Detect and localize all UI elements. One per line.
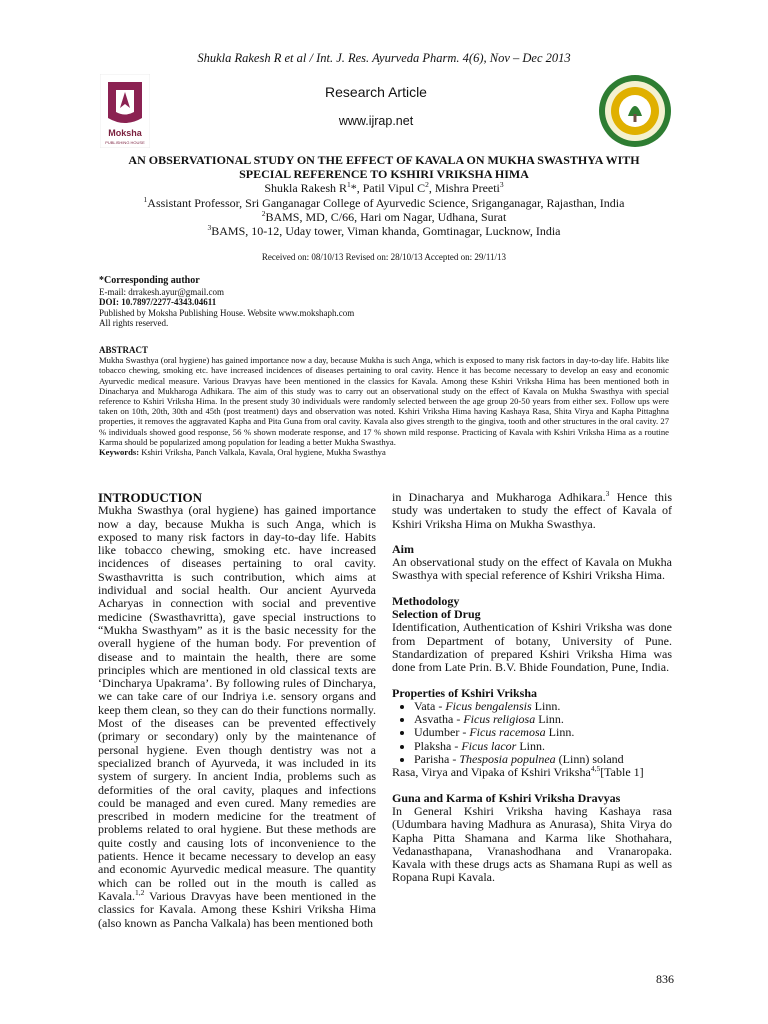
affiliation-3-text: BAMS, 10-12, Uday tower, Viman khanda, Gomtinagar, Lucknow, India (211, 224, 561, 238)
guna-text: In General Kshiri Vriksha having Kashaya rasa (Udumbara having Madhura as Anurasa), Shita Virya do Kapha Pitta Shamana and Karma like Shothahara, Vedanasthapana, Vranashodhana and Vranaropaka. Kavala with these drugs acts as Shamana Rupi as well as Ropana Rupi Kavala. (392, 803, 672, 885)
affiliation-3 (0, 224, 768, 239)
page-number: 836 (656, 972, 674, 986)
intro-cont-text: in Dinacharya and Mukharoga Adhikara. (392, 490, 606, 504)
aim-heading: Aim (392, 541, 414, 556)
author-2-affil: 2 (425, 180, 429, 189)
affiliation-1-text: Assistant Professor, Sri Ganganagar College of Ayurvedic Science, Sriganganagar, Rajasthan, India (147, 196, 625, 210)
properties-list (392, 700, 672, 766)
introduction-body: Mukha Swasthya (oral hygiene) has gained importance now a day, because Mukha is such Anga, which is exposed to many risk factors in day-to-day life. Habits like tobacco chewing, smoking etc. have increased incidences of diseases pertaining to oral cavity. Swasthavritta is such contribution, which aims at individual and social health. Our ancient Ayurveda Acharyas in connection with social and preventive medicine (Swasthavritta), gave special instructions to “Mukha Swasthyam” as it is the basic necessity for the overall hygiene of the human body. For prevention of disease and to maintain the health, there are some principles which are mentioned in old classical texts are ‘Dincharya Upakrama’. By following rules of Dincharya, we can take care of our Indriya i.e. sensory organs and keep them clean, so they can do their functions normally. Most of the diseases can be prevented effectively (primary or secondary) only by the maintenance of personal hygiene. Even though dentistry was not a specialized branch of Ayurveda, it was included in its system of surgery. In ancient India, problems such as deformities of the oral cavity, plaques and infections could be managed and even cured. Many remedies are prescribed in modern medicine for the treatment of problems related to oral hygiene. But these methods are quite costly and causing lots of inconvenience to the patients. Hence it became necessary to develop an easy and economic Ayurvedic medical measure. The quantity which can be rolled out in the mouth is called as Kavala. (98, 503, 376, 903)
list-item: • Udumber - Ficus racemosa Linn. (414, 726, 672, 739)
publisher-note: Published by Moksha Publishing House. Website www.mokshaph.com (99, 307, 355, 318)
journal-citation: Shukla Rakesh R et al / Int. J. Res. Ayurveda Pharm. 4(6), Nov – Dec 2013 (197, 51, 571, 65)
affiliation-2-mark: 2 (261, 209, 266, 218)
list-item: • Plaksha - Ficus lacor Linn. (414, 740, 672, 753)
intro-cont-ref: 3 (605, 489, 610, 498)
publisher-logo-sub: PUBLISHING HOUSE (105, 140, 145, 145)
corresponding-author-block (99, 276, 399, 329)
affiliation-2 (0, 210, 768, 225)
keywords-text: Kshiri Vriksha, Panch Valkala, Kavala, Oral hygiene, Mukha Swasthya (139, 447, 386, 458)
author-separator: , (428, 181, 435, 195)
corresponding-author-label: *Corresponding author (99, 275, 200, 286)
affiliation-1-mark: 1 (143, 195, 148, 204)
affiliation-2-text: BAMS, MD, C/66, Hari om Nagar, Udhana, Surat (265, 210, 507, 224)
abstract-section (99, 345, 669, 457)
right-column (392, 491, 672, 885)
table-reference-link[interactable]: [Table 1] (600, 765, 644, 780)
keywords-label: Keywords: (99, 447, 140, 458)
rasa-text: Rasa, Virya and Vipaka of Kshiri Vriksha$^{4,5}$[Table 1] (392, 764, 644, 780)
abstract-text: Mukha Swasthya (oral hygiene) has gained importance now a day, because Mukha is such Anga, which is exposed to many risk factors in day-to-day life. Habits like tobacco chewing, smoking etc. have increased incidences of diseases pertaining to oral cavity. Hence it has become necessary to develop an easy and economic Ayurvedic medical measure. Various Dravyas have been mentioned in the classics for Kavala. Among these Kshiri Vriksha Hima has been mentioned both in Dinacharya and Mukharoga Adhikara. The aim of this study was to carry out an observational study on the effect of Kavala on Mukha Swasthya with special reference to Kshiri Vriksha Hima. In the present study 30 individuals were randomly selected between the age group 20-50 years from either sex. Follow ups were taken on 10th, 20th, 30th and 45th (post treatment) days and observation was noted. Kshiri Vriksha Hima having Kashaya Rasa, Shita Virya and Kapha Pittaghna properties, it removes the aggravated Kapha and Pita Guna from oral cavity. Kavala also gives strength to the gingiva, tooth and other structures in the oral cavity. 27 % individuals showed good response, 56 % shown moderate response, and 17 % shown mild response. Practicing of Kavala with Kshiri Vriksha Hima as a routine Karma should be popularized among population for leading a better Mukha Swasthya. (99, 355, 669, 447)
guna-heading: Guna and Karma of Kshiri Vriksha Dravyas (392, 790, 621, 805)
paper-title (100, 153, 668, 181)
selection-text: Identification, Authentication of Kshiri Vriksha was done from Department of botany, University of Pune. Standardization of prepared Kshiri Vriksha Hima was done from Late Prin. B.V. Bhide Foundation, Pune, India. (392, 620, 672, 675)
aim-text: An observational study on the effect of Kavala on Mukha Swasthya with special reference of Kshiri Vriksha Hima. (392, 555, 672, 583)
list-item: • Parisha - Thesposia populnea (Linn) soland (414, 753, 672, 766)
rights-note: All rights reserved. (99, 318, 169, 328)
journal-seal-logo (598, 74, 672, 148)
introduction-continued (392, 491, 672, 531)
affiliation-3-mark: 3 (207, 223, 212, 232)
author-list (0, 181, 768, 196)
publisher-logo-name: Moksha (108, 128, 142, 138)
introduction-tail: Various Dravyas have been mentioned in the classics for Kavala. Among these Kshiri Vriksha Hima (also known as Pancha Valkala) has been mentioned both (98, 888, 376, 930)
list-item: • Asvatha - Ficus religiosa Linn. (414, 713, 672, 726)
introduction-text (98, 504, 376, 930)
doi[interactable]: DOI: 10.7897/2277-4343.04611 (99, 297, 217, 307)
introduction-ref: 1,2 (134, 887, 145, 897)
abstract-heading: ABSTRACT (99, 345, 149, 355)
intro-cont-tail: Hence this study was undertaken to study the effect of Kavala of Kshiri Vriksha Hima on Mukha Swasthya. (392, 490, 673, 531)
author-3: Mishra Preeti (434, 181, 500, 195)
methodology-heading: Methodology (392, 593, 460, 608)
article-type: Research Article (325, 84, 427, 100)
submission-dates: Received on: 08/10/13 Revised on: 28/10/13 Accepted on: 29/11/13 (261, 252, 507, 262)
paper-title-line-2: SPECIAL REFERENCE TO KSHIRI VRIKSHA HIMA (239, 167, 529, 181)
properties-heading: Properties of Kshiri Vriksha (392, 685, 537, 700)
author-2: Patil Vipul C (362, 181, 426, 195)
affiliation-1 (0, 196, 768, 211)
author-1: Shukla Rakesh R (264, 181, 347, 195)
list-item: • Vata - Ficus bengalensis Linn. (414, 700, 672, 713)
corresponding-email[interactable]: E-mail: drrakesh.ayur@gmail.com (99, 286, 224, 297)
left-column (98, 491, 376, 930)
paper-title-line-1: AN OBSERVATIONAL STUDY ON THE EFFECT OF KAVALA ON MUKHA SWASTHYA WITH (128, 153, 640, 167)
selection-heading: Selection of Drug (392, 607, 481, 622)
journal-website-link[interactable]: www.ijrap.net (338, 114, 414, 128)
author-3-affil: 3 (499, 180, 504, 189)
introduction-heading: INTRODUCTION (98, 490, 203, 505)
corresponding-mark: *, (350, 181, 363, 195)
author-1-affil: 1 (347, 180, 351, 189)
